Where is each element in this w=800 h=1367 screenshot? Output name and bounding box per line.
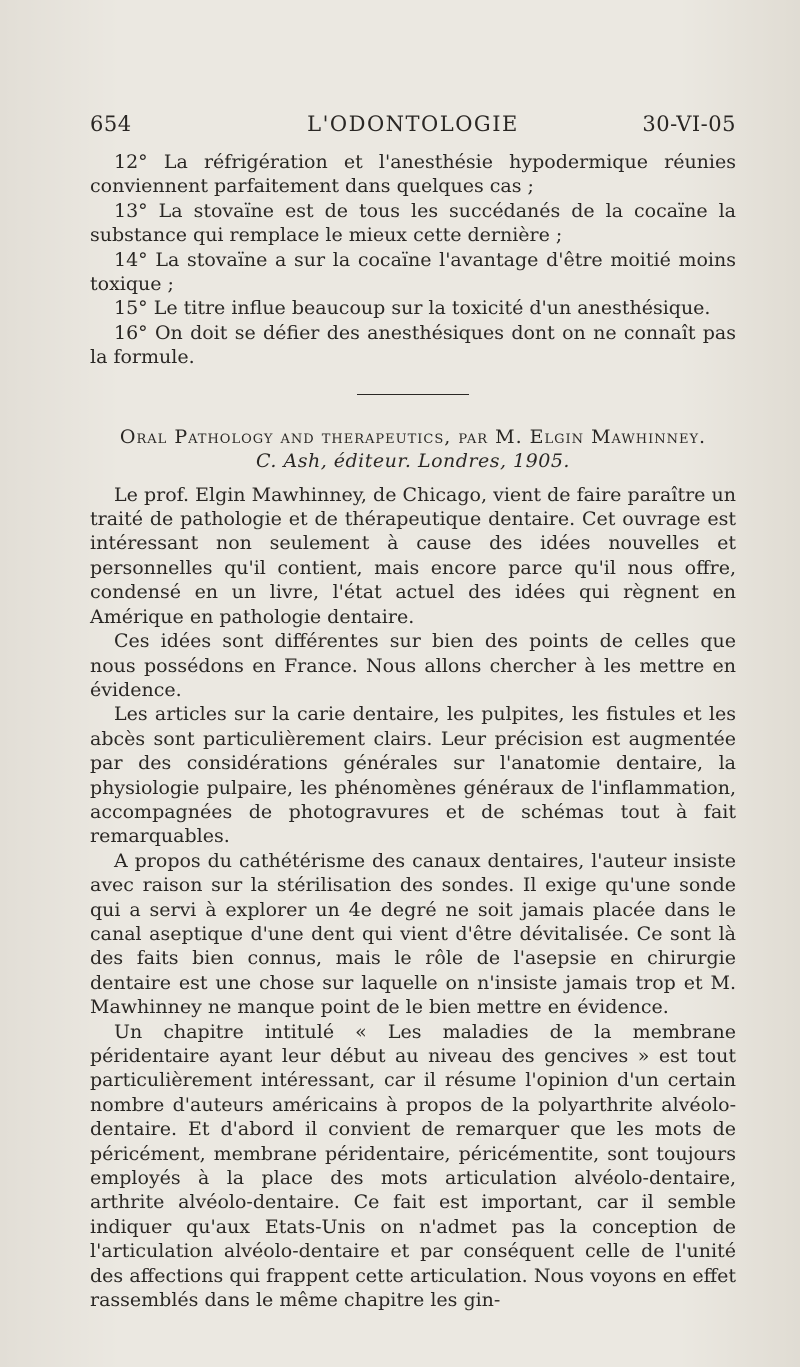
issue-date: 30-VI-05 [642, 112, 736, 136]
conclusion-item: 13° La stovaïne est de tous les succédanés de la cocaïne la substance qui remplace le mieux cette dernière ; [90, 199, 736, 247]
review-paragraph: Ces idées sont différentes sur bien des points de celles que nous possédons en France. Nous allons chercher à les mettre en évidence. [90, 630, 736, 701]
conclusion-item: 16° On doit se défier des anesthésiques dont on ne connaît pas la formule. [90, 321, 736, 369]
conclusion-item: 14° La stovaïne a sur la cocaïne l'avantage d'être moitié moins toxique ; [90, 248, 736, 296]
page-body [90, 150, 736, 1312]
review-paragraph: Les articles sur la carie dentaire, les pulpites, les fistules et les abcès sont particulièrement clairs. Leur précision est augmentée par des considérations générales sur l'anatomie dentaire, la physiologie pulpaire, les phénomènes généraux de l'inflammation, accompagnées de photogravures et de schémas tout à fait remarquables. [90, 703, 736, 848]
book-review [90, 425, 736, 1313]
review-paragraph: Un chapitre intitulé « Les maladies de la membrane péridentaire ayant leur début au niveau des gencives » est tout particulièrement intéressant, car il résume l'opinion d'un certain nombre d'auteurs américains à propos de la polyarthrite alvéolo-dentaire. Et d'abord il convient de remarquer que les mots de péricément, membrane péridentaire, péricémentite, sont toujours employés à la place des mots articulation alvéolo-dentaire, arthrite alvéolo-dentaire. Ce fait est important, car il semble indiquer qu'aux Etats-Unis on n'admet pas la conception de l'articulation alvéolo-dentaire et par conséquent celle de l'unité des affections qui frappent cette articulation. Nous voyons en effet rassemblés dans le même chapitre les gin- [90, 1020, 736, 1312]
conclusion-item: 12° La réfrigération et l'anesthésie hypodermique réunies conviennent parfaitement dans quelques cas ; [90, 151, 736, 198]
review-publisher: C. Ash, éditeur. Londres, 1905. [256, 449, 570, 472]
review-title: Oral Pathology and therapeutics, par M. Elgin Mawhinney. [119, 425, 707, 448]
conclusions-list [90, 150, 736, 370]
review-paragraph: Le prof. Elgin Mawhinney, de Chicago, vient de faire paraître un traité de pathologie et de thérapeutique dentaire. Cet ouvrage est intéressant non seulement à cause des idées nouvelles et personnelles qu'il contient, mais encore parce qu'il nous offre, condensé en un livre, l'état actuel des idées qui règnent en Amérique en pathologie dentaire. [90, 483, 736, 628]
conclusion-item: 15° Le titre influe beaucoup sur la toxicité d'un anesthésique. [114, 297, 711, 320]
section-divider [357, 394, 469, 395]
review-paragraph: A propos du cathétérisme des canaux dentaires, l'auteur insiste avec raison sur la stérilisation des sondes. Il exige qu'une sonde qui a servi à explorer un 4e degré ne soit jamais placée dans le canal aseptique d'une dent qui vient d'être dévitalisée. Ce sont là des faits bien connus, mais le rôle de l'asepsie en chirurgie dentaire est une chose sur laquelle on n'insiste jamais trop et M. Mawhinney ne manque point de le bien mettre en évidence. [90, 849, 736, 1019]
running-header [90, 112, 736, 144]
journal-title: L'ODONTOLOGIE [307, 112, 519, 136]
page-number: 654 [90, 112, 132, 136]
